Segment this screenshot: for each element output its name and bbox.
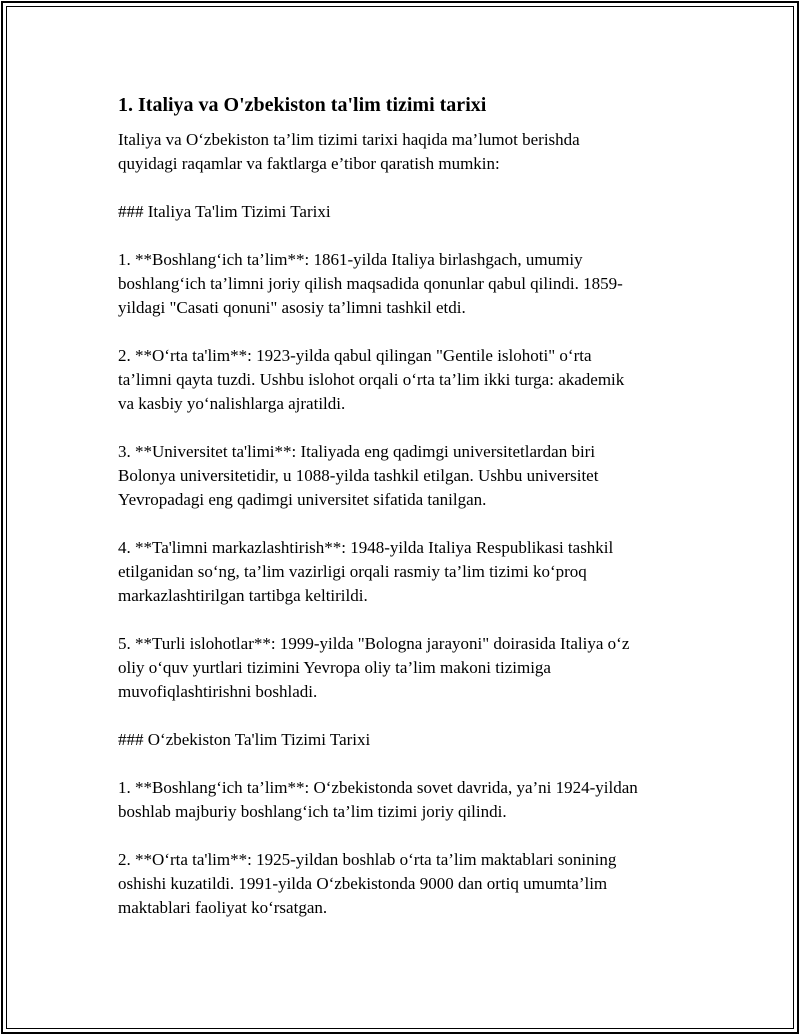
italy-item-2: 2. **O‘rta ta'lim**: 1923-yilda qabul qilingan "Gentile islohoti" o‘rta ta’limni qayta tuzdi. Ushbu islohot orqali o‘rta ta’lim ikki turga: akademik va kasbiy yo‘nalishlarga ajratildi.: [118, 346, 625, 413]
italy-item-5: 5. **Turli islohotlar**: 1999-yilda "Bologna jarayoni" doirasida Italiya o‘z oliy o‘quv yurtlari tizimini Yevropa oliy ta’lim makoni tizimiga muvofiqlashtirishni boshladi.: [118, 634, 630, 701]
uzbekistan-item-2: 2. **O‘rta ta'lim**: 1925-yildan boshlab o‘rta ta’lim maktablari sonining oshishi kuzatildi. 1991-yilda O‘zbekistonda 9000 dan ortiq umumta’lim maktablari faoliyat ko‘rsatgan.: [118, 850, 617, 917]
italy-item-3: 3. **Universitet ta'limi**: Italiyada eng qadimgi universitetlardan biri Bolonya universitetidir, u 1088-yilda tashkil etilgan. Ushbu universitet Yevropadagi eng qadimgi universitet sifatida tanilgan.: [118, 442, 599, 509]
uzbekistan-item-1: 1. **Boshlang‘ich ta’lim**: O‘zbekistonda sovet davrida, ya’ni 1924-yildan boshlab majburiy boshlang‘ich ta’lim tizimi joriy qilindi.: [118, 778, 638, 821]
intro-paragraph: Italiya va O‘zbekiston ta’lim tizimi tarixi haqida ma’lumot berishda quyidagi raqamlar va faktlarga e’tibor qaratish mumkin:: [118, 130, 580, 173]
uzbekistan-section-heading: ### O‘zbekiston Ta'lim Tizimi Tarixi: [118, 730, 371, 749]
italy-item-4: 4. **Ta'limni markazlashtirish**: 1948-yilda Italiya Respublikasi tashkil etilganidan so‘ng, ta’lim vazirligi orqali rasmiy ta’lim tizimi ko‘proq markazlashtirilgan tartibga keltirildi.: [118, 538, 614, 605]
italy-section-heading: ### Italiya Ta'lim Tizimi Tarixi: [118, 202, 331, 221]
document-title: 1. Italiya va O'zbekiston ta'lim tizimi tarixi: [118, 94, 487, 116]
document-body: [118, 92, 718, 944]
italy-item-1: 1. **Boshlang‘ich ta’lim**: 1861-yilda Italiya birlashgach, umumiy boshlang‘ich ta’limni joriy qilish maqsadida qonunlar qabul qilindi. 1859- yildagi "Casati qonuni" asosiy ta’limni tashkil etdi.: [118, 250, 623, 317]
